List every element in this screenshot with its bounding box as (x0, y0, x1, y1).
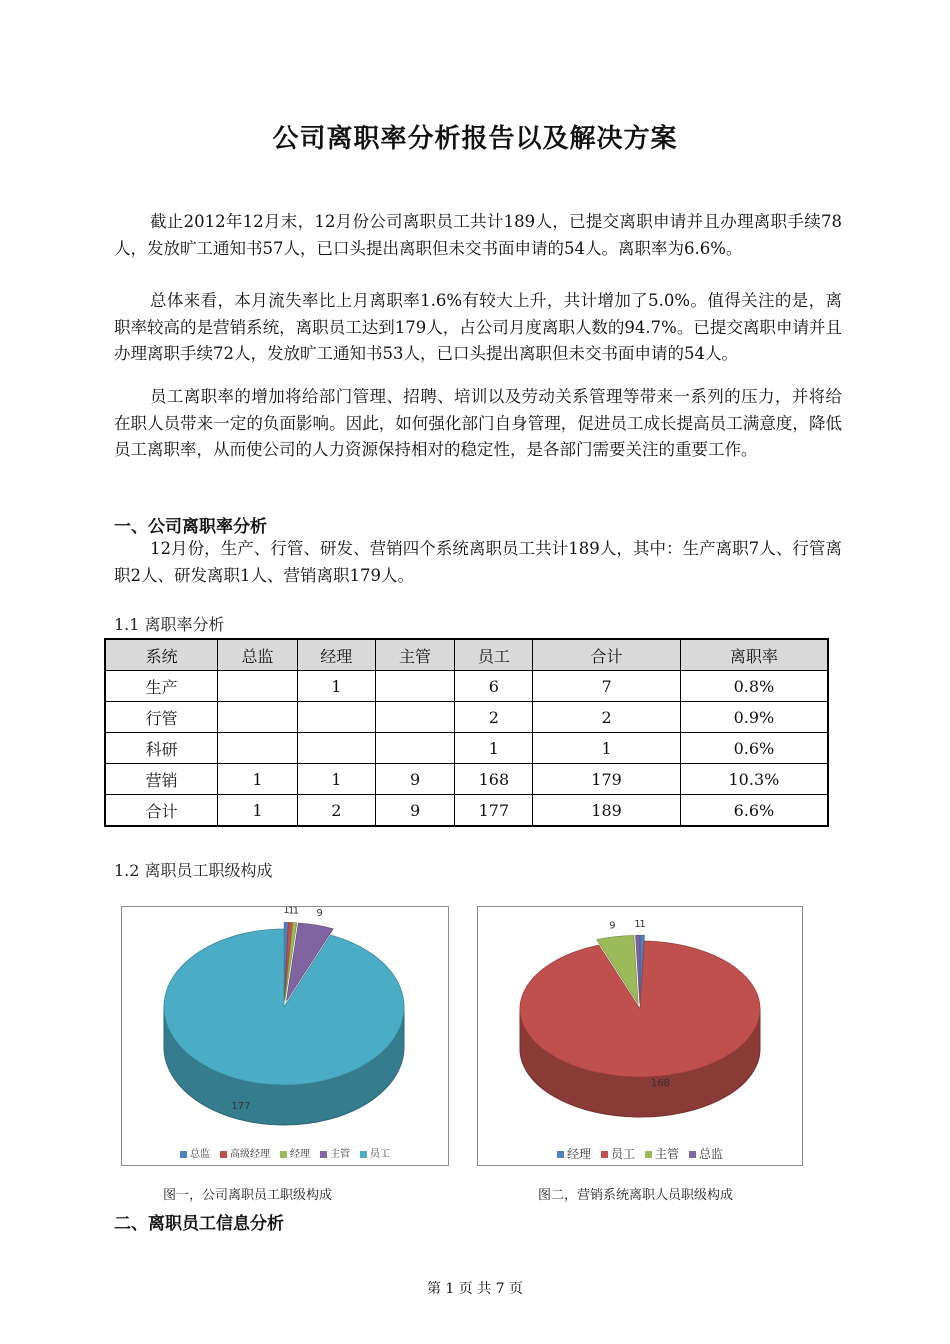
legend-swatch (601, 1151, 608, 1158)
header-cell: 员工 (455, 639, 533, 671)
header-cell: 系统 (105, 639, 218, 671)
table-row (105, 702, 828, 733)
legend-label: 经理 (290, 1149, 310, 1160)
legend-swatch (280, 1151, 287, 1158)
legend-item (557, 1145, 591, 1162)
legend-item (689, 1145, 723, 1162)
legend-swatch (180, 1151, 187, 1158)
section-1-heading: 一、公司离职率分析 (114, 517, 267, 537)
table-cell: 行管 (105, 702, 218, 733)
table-cell: 168 (455, 764, 533, 795)
pie-slice (164, 929, 404, 1085)
subsection-1-1-caption: 1.1 离职率分析 (114, 615, 225, 634)
table-cell: 营销 (105, 764, 218, 795)
legend-label: 总监 (190, 1149, 210, 1160)
legend-label: 经理 (566, 1147, 591, 1161)
legend-label: 员工 (610, 1147, 635, 1161)
pie-data-label: 9 (316, 908, 323, 920)
pie-chart-2 (477, 906, 803, 1166)
table-cell: 2 (297, 795, 375, 827)
table-row (105, 733, 828, 764)
header-cell: 离职率 (680, 639, 828, 671)
section-2-heading: 二、离职员工信息分析 (114, 1214, 284, 1234)
intro-paragraph-1: 截止2012年12月末，12月份公司离职员工共计189人，已提交离职申请并且办理离职手续78人，发放旷工通知书57人，已口头提出离职但未交书面申请的54人。离职率为6.6%。 (114, 212, 842, 258)
legend-swatch (557, 1151, 564, 1158)
legend-swatch (689, 1151, 696, 1158)
table-header-row (105, 639, 828, 671)
pie-data-label: 1 (634, 919, 641, 931)
figure-1-caption: 图一，公司离职员工职级构成 (163, 1188, 333, 1203)
pie-data-label: 1 (639, 919, 646, 931)
legend-item (645, 1145, 679, 1162)
turnover-table (104, 638, 829, 827)
table-cell: 189 (533, 795, 681, 827)
header-cell: 主管 (375, 639, 455, 671)
table-cell: 9 (375, 764, 455, 795)
table-cell: 1 (218, 795, 298, 827)
table-cell: 1 (533, 733, 681, 764)
legend-label: 总监 (699, 1147, 724, 1161)
table-cell: 0.6% (680, 733, 828, 764)
pie-data-label: 9 (609, 920, 616, 932)
table-cell: 合计 (105, 795, 218, 827)
table-cell (218, 702, 298, 733)
pie-data-label: 177 (231, 1101, 251, 1113)
pie-chart-2-svg (478, 907, 802, 1137)
intro-paragraph-3: 员工离职率的增加将给部门管理、招聘、培训以及劳动关系管理等带来一系列的压力，并将给在职人员带来一定的负面影响。因此，如何强化部门自身管理，促进员工成长提高员工满意度，降低员工离职率，从而使公司的人力资源保持相对的稳定性，是各部门需要关注的重要工作。 (114, 387, 842, 459)
pie-chart-1-legend (122, 1145, 448, 1160)
table-cell: 2 (533, 702, 681, 733)
table-row (105, 764, 828, 795)
table-cell (297, 733, 375, 764)
table-cell: 科研 (105, 733, 218, 764)
table-cell: 生产 (105, 671, 218, 702)
legend-swatch (320, 1151, 327, 1158)
pie-data-label: 1 (292, 907, 300, 917)
table-cell: 1 (455, 733, 533, 764)
legend-swatch (220, 1151, 227, 1158)
subsection-1-2-caption: 1.2 离职员工职级构成 (114, 861, 273, 880)
table-cell: 177 (455, 795, 533, 827)
table-cell (375, 733, 455, 764)
legend-item (360, 1145, 390, 1160)
table-cell: 1 (297, 671, 375, 702)
table-cell (375, 671, 455, 702)
pie-data-label: 1 (283, 907, 290, 917)
pie-data-label: 168 (650, 1077, 670, 1089)
table-cell: 179 (533, 764, 681, 795)
table-cell: 1 (218, 764, 298, 795)
table-cell: 6.6% (680, 795, 828, 827)
table-cell: 7 (533, 671, 681, 702)
table-row (105, 671, 828, 702)
legend-item (601, 1145, 635, 1162)
table-cell: 10.3% (680, 764, 828, 795)
table-cell: 9 (375, 795, 455, 827)
table-cell: 0.9% (680, 702, 828, 733)
legend-label: 高级经理 (230, 1149, 270, 1160)
page-footer: 第 1 页 共 7 页 (426, 1281, 524, 1297)
pie-chart-1-svg (122, 907, 448, 1137)
legend-swatch (645, 1151, 652, 1158)
legend-item (220, 1145, 270, 1160)
document-title: 公司离职率分析报告以及解决方案 (272, 124, 678, 154)
legend-item (280, 1145, 310, 1160)
header-cell: 总监 (218, 639, 298, 671)
table-cell: 2 (455, 702, 533, 733)
table-cell: 0.8% (680, 671, 828, 702)
legend-swatch (360, 1151, 367, 1158)
header-cell: 合计 (533, 639, 681, 671)
table-row (105, 795, 828, 827)
figure-2-caption: 图二，营销系统离职人员职级构成 (538, 1188, 734, 1203)
table-cell (218, 733, 298, 764)
pie-chart-2-legend (478, 1145, 802, 1162)
table-cell (218, 671, 298, 702)
table-cell: 1 (297, 764, 375, 795)
legend-item (320, 1145, 350, 1160)
table-cell (297, 702, 375, 733)
legend-item (180, 1145, 210, 1160)
legend-label: 主管 (330, 1149, 350, 1160)
table-cell (375, 702, 455, 733)
legend-label: 主管 (655, 1147, 680, 1161)
table-cell: 6 (455, 671, 533, 702)
header-cell: 经理 (297, 639, 375, 671)
pie-chart-1 (121, 906, 449, 1166)
legend-label: 员工 (370, 1149, 390, 1160)
section-1-body: 12月份，生产、行管、研发、营销四个系统离职员工共计189人，其中：生产离职7人、行管离职2人、研发离职1人、营销离职179人。 (114, 539, 842, 585)
intro-paragraph-2: 总体来看，本月流失率比上月离职率1.6%有较大上升，共计增加了5.0%。值得关注的是，离职率较高的是营销系统，离职员工达到179人，占公司月度离职人数的94.7%。已提交离职申请并且办理离职手续72人，发放旷工通知书53人，已口头提出离职但未交书面申请的54人。 (114, 291, 842, 363)
pie-data-label: 1 (288, 907, 295, 917)
